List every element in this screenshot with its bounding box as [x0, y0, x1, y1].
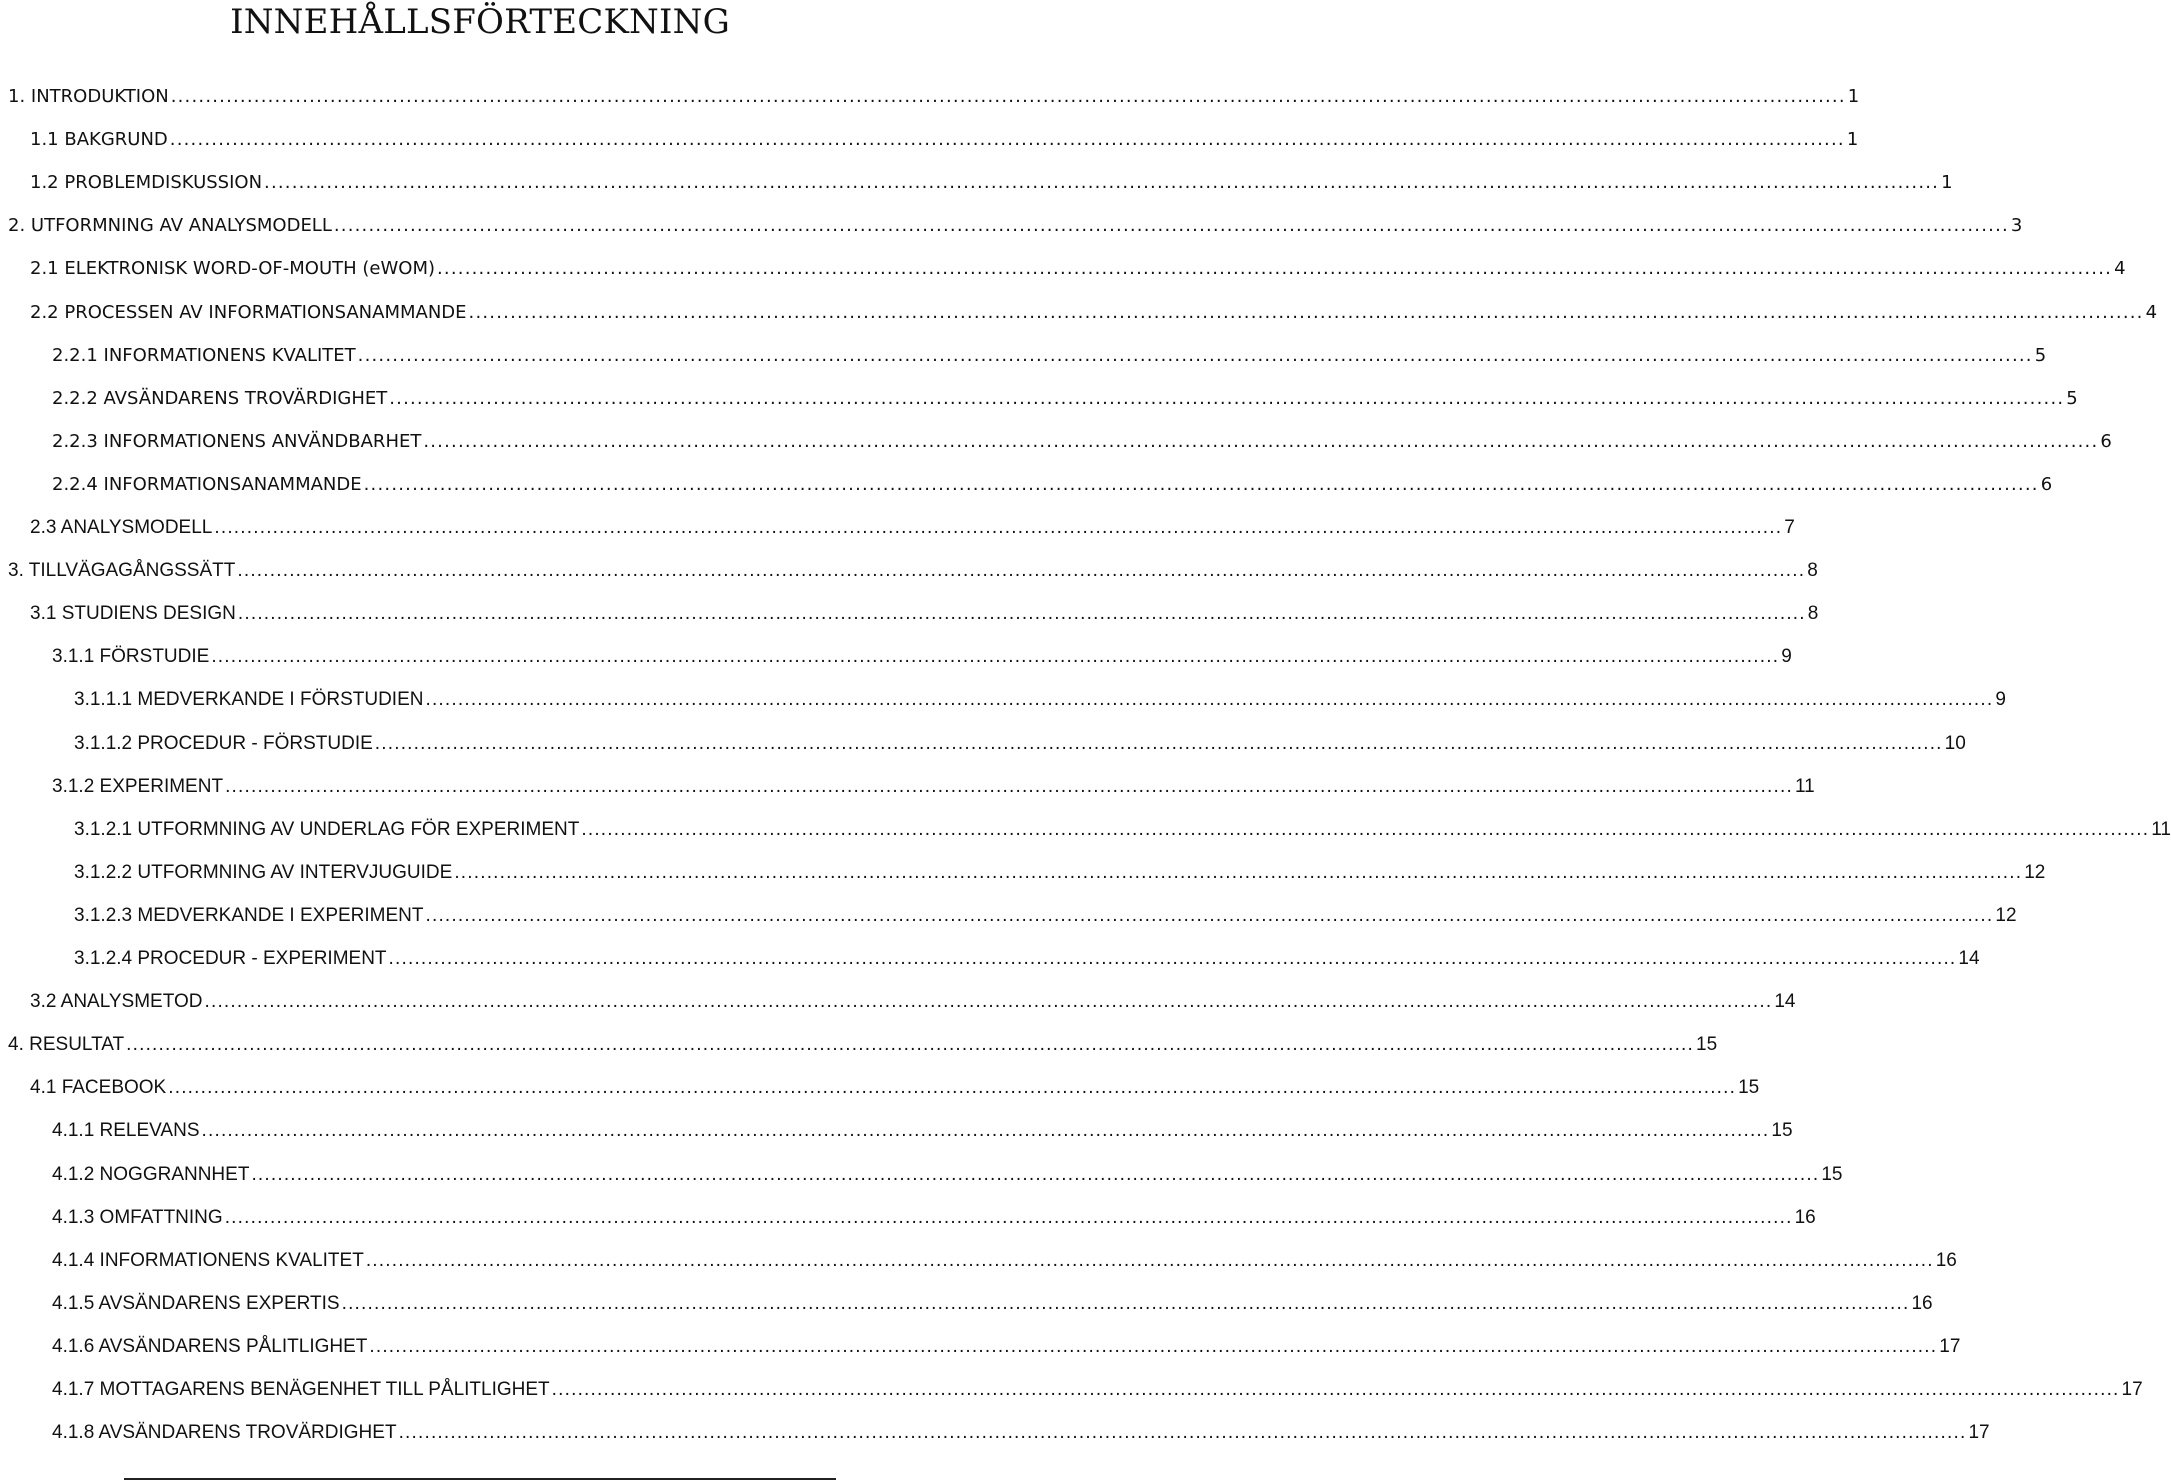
toc-entry-label: 2.2 PROCESSEN AV INFORMATIONSANAMMANDE: [30, 301, 467, 323]
toc-entry-page-number: 16: [1794, 1206, 1816, 1228]
toc-dot-leader: ..................................................................................................................................................................................................................................................: [170, 86, 1846, 107]
toc-entry-page-number: 6: [2100, 430, 2112, 452]
toc-entry-label: 3. TILLVÄGAGÅNGSSÄTT: [8, 560, 236, 582]
toc-dot-leader: ..................................................................................................................................................................................................................................................: [251, 1163, 1820, 1185]
toc-entry-page-number: 6: [2040, 473, 2053, 495]
toc-entry-page-number: 11: [1794, 775, 1815, 797]
toc-entry-page-number: 1: [1847, 86, 1860, 107]
toc-entry-page-number: 3: [2010, 215, 2023, 237]
toc-dot-leader: ..................................................................................................................................................................................................................................................: [126, 1034, 1695, 1056]
toc-dot-leader: ..................................................................................................................................................................................................................................................: [369, 1335, 1938, 1357]
toc-dot-leader: ..................................................................................................................................................................................................................................................: [357, 344, 2033, 366]
toc-entry-page-number: 15: [1696, 1034, 1718, 1056]
toc-dot-leader: ..................................................................................................................................................................................................................................................: [201, 1120, 1770, 1142]
toc-entry-label: 3.1.2.1 UTFORMNING AV UNDERLAG FÖR EXPERIMENT: [74, 818, 580, 840]
toc-dot-leader: ..................................................................................................................................................................................................................................................: [365, 1249, 1934, 1271]
toc-dot-leader: ..................................................................................................................................................................................................................................................: [237, 603, 1806, 625]
toc-entry[interactable]: [52, 1286, 1933, 1316]
toc-entry-page-number: 12: [2024, 861, 2046, 883]
toc-entry-page-number: 8: [1807, 560, 1818, 582]
toc-entry[interactable]: [52, 1157, 1843, 1187]
toc-dot-leader: ..................................................................................................................................................................................................................................................: [468, 301, 2144, 323]
toc-entry[interactable]: [30, 165, 1953, 195]
toc-entry[interactable]: [8, 79, 1860, 109]
toc-dot-leader: ..................................................................................................................................................................................................................................................: [341, 1292, 1910, 1314]
toc-entry-label: 3.2 ANALYSMETOD: [30, 991, 203, 1013]
toc-entry-label: 4.1.6 AVSÄNDARENS PÅLITLIGHET: [52, 1335, 368, 1357]
toc-dot-leader: ..................................................................................................................................................................................................................................................: [425, 904, 1994, 926]
footer-divider: [124, 1478, 836, 1480]
toc-entry[interactable]: [30, 295, 2158, 325]
toc-dot-leader: ..................................................................................................................................................................................................................................................: [551, 1379, 2120, 1400]
toc-entry-label: 2.2.2 AVSÄNDARENS TROVÄRDIGHET: [52, 387, 388, 409]
toc-entry-page-number: 11: [2151, 818, 2171, 840]
toc-entry-label: 3.1.1.1 MEDVERKANDE I FÖRSTUDIEN: [74, 689, 424, 711]
toc-entry-label: 3.1.1.2 PROCEDUR - FÖRSTUDIE: [74, 732, 373, 754]
toc-entry[interactable]: [74, 812, 2171, 842]
toc-entry-label: 4.1.4 INFORMATIONENS KVALITET: [52, 1249, 364, 1271]
toc-entry-label: 3.1.2 EXPERIMENT: [52, 775, 224, 797]
toc-entry[interactable]: [30, 251, 2126, 281]
toc-entry-page-number: 15: [1821, 1163, 1843, 1185]
toc-dot-leader: ..................................................................................................................................................................................................................................................: [264, 172, 1940, 194]
toc-entry-label: 4.1.5 AVSÄNDARENS EXPERTIS: [52, 1292, 340, 1314]
toc-entry-page-number: 5: [2034, 344, 2047, 366]
toc-entry-label: 2.1 ELEKTRONISK WORD-OF-MOUTH (eWOM): [30, 258, 436, 280]
toc-entry-page-number: 15: [1771, 1120, 1793, 1142]
toc-entry-page-number: 10: [1944, 732, 1966, 754]
toc-entry[interactable]: [52, 769, 1815, 799]
toc-dot-leader: ..................................................................................................................................................................................................................................................: [363, 473, 2039, 495]
toc-entry[interactable]: [74, 726, 1966, 756]
toc-entry-label: 3.1.2.2 UTFORMNING AV INTERVJUGUIDE: [74, 861, 453, 883]
toc-dot-leader: ..................................................................................................................................................................................................................................................: [204, 991, 1773, 1013]
toc-entry-page-number: 14: [1774, 991, 1796, 1013]
page-title: INNEHÅLLSFÖRTECKNING: [230, 2, 730, 42]
toc-entry-label: 4.1 FACEBOOK: [30, 1077, 167, 1099]
toc-entry-page-number: 4: [2145, 301, 2158, 323]
toc-entry-label: 3.1 STUDIENS DESIGN: [30, 603, 236, 625]
toc-dot-leader: ..................................................................................................................................................................................................................................................: [225, 775, 1793, 797]
toc-entry-label: 4.1.7 MOTTAGARENS BENÄGENHET TILL PÅLITLIGHET: [52, 1379, 550, 1400]
toc-dot-leader: ..................................................................................................................................................................................................................................................: [374, 732, 1943, 754]
toc-entry[interactable]: [30, 122, 1859, 152]
toc-entry-label: 4.1.2 NOGGRANNHET: [52, 1163, 250, 1185]
toc-entry-page-number: 8: [1807, 603, 1819, 625]
toc-entry-page-number: 12: [1995, 904, 2017, 926]
toc-dot-leader: ..................................................................................................................................................................................................................................................: [437, 258, 2113, 280]
toc-entry-label: 2.2.1 INFORMATIONENS KVALITET: [52, 344, 356, 366]
toc-entry[interactable]: [30, 596, 1819, 626]
toc-entry[interactable]: [52, 1113, 1793, 1143]
toc-entry-page-number: 16: [1911, 1292, 1933, 1314]
toc-entry-page-number: 17: [1939, 1335, 1961, 1357]
toc-entry-page-number: 15: [1738, 1077, 1760, 1099]
toc-dot-leader: ..................................................................................................................................................................................................................................................: [423, 430, 2099, 452]
toc-dot-leader: ..................................................................................................................................................................................................................................................: [169, 129, 1845, 151]
toc-entry-label: 4.1.1 RELEVANS: [52, 1120, 200, 1142]
toc-entry[interactable]: [52, 1200, 1816, 1230]
toc-dot-leader: ..................................................................................................................................................................................................................................................: [211, 646, 1780, 668]
toc-entry-label: 1. INTRODUKTION: [8, 86, 169, 107]
toc-entry-page-number: 5: [2066, 387, 2078, 409]
toc-dot-leader: ..................................................................................................................................................................................................................................................: [168, 1077, 1737, 1099]
toc-dot-leader: ..................................................................................................................................................................................................................................................: [425, 689, 1994, 711]
toc-entry-page-number: 4: [2114, 258, 2126, 280]
toc-entry[interactable]: [52, 381, 2078, 411]
toc-entry[interactable]: [52, 467, 2053, 497]
toc-entry-page-number: 17: [2121, 1379, 2143, 1400]
toc-entry[interactable]: [30, 1070, 1760, 1100]
toc-entry[interactable]: [8, 553, 1818, 583]
toc-entry-label: 4.1.3 OMFATTNING: [52, 1206, 223, 1228]
toc-entry-label: 4. RESULTAT: [8, 1034, 125, 1056]
toc-entry[interactable]: [52, 424, 2112, 454]
toc-entry-label: 3.1.2.3 MEDVERKANDE I EXPERIMENT: [74, 904, 424, 926]
toc-entry-label: 2.2.4 INFORMATIONSANAMMANDE: [52, 473, 362, 495]
toc-entry-label: 3.1.2.4 PROCEDUR - EXPERIMENT: [74, 948, 387, 969]
toc-entry-label: 1.2 PROBLEMDISKUSSION: [30, 172, 263, 194]
toc-entry[interactable]: [52, 338, 2047, 368]
toc-dot-leader: ..................................................................................................................................................................................................................................................: [237, 560, 1806, 582]
toc-entry-label: 2.3 ANALYSMODELL: [30, 517, 213, 538]
toc-entry-page-number: 16: [1935, 1249, 1957, 1271]
toc-entry[interactable]: [30, 510, 1795, 540]
toc-entry-page-number: 1: [1846, 129, 1859, 151]
toc-entry[interactable]: [52, 639, 1792, 669]
toc-entry[interactable]: [52, 1415, 1990, 1445]
toc-entry-label: 1.1 BAKGRUND: [30, 129, 168, 151]
toc-entry-label: 4.1.8 AVSÄNDARENS TROVÄRDIGHET: [52, 1422, 397, 1444]
toc-entry-page-number: 9: [1995, 689, 2006, 711]
toc-entry[interactable]: [52, 1372, 2143, 1402]
toc-dot-leader: ..................................................................................................................................................................................................................................................: [454, 861, 2023, 883]
toc-entry[interactable]: [74, 682, 2006, 712]
toc-dot-leader: ..................................................................................................................................................................................................................................................: [224, 1206, 1793, 1228]
toc-dot-leader: ..................................................................................................................................................................................................................................................: [214, 517, 1783, 538]
toc-entry[interactable]: [30, 984, 1796, 1014]
toc-entry[interactable]: [8, 208, 2023, 238]
toc-entry-label: 2.2.3 INFORMATIONENS ANVÄNDBARHET: [52, 430, 422, 452]
toc-entry-page-number: 14: [1958, 948, 1980, 969]
toc-entry[interactable]: [74, 898, 2017, 928]
toc-dot-leader: ..................................................................................................................................................................................................................................................: [333, 215, 2009, 237]
toc-entry-page-number: 17: [1968, 1422, 1990, 1444]
toc-entry-label: 3.1.1 FÖRSTUDIE: [52, 646, 210, 668]
toc-entry-label: 2. UTFORMNING AV ANALYSMODELL: [8, 215, 332, 237]
toc-dot-leader: ..................................................................................................................................................................................................................................................: [389, 387, 2065, 409]
toc-entry[interactable]: [74, 855, 2046, 885]
toc-entry[interactable]: [52, 1329, 1961, 1359]
toc-dot-leader: ..................................................................................................................................................................................................................................................: [388, 948, 1957, 969]
toc-entry-page-number: 7: [1784, 517, 1795, 538]
toc-entry[interactable]: [74, 941, 1980, 971]
toc-entry-page-number: 9: [1781, 646, 1792, 668]
toc-entry-page-number: 1: [1941, 172, 1953, 194]
toc-entry[interactable]: [8, 1027, 1718, 1057]
toc-entry[interactable]: [52, 1243, 1957, 1273]
toc-dot-leader: ..................................................................................................................................................................................................................................................: [398, 1422, 1967, 1444]
toc-dot-leader: ..................................................................................................................................................................................................................................................: [581, 818, 2150, 840]
